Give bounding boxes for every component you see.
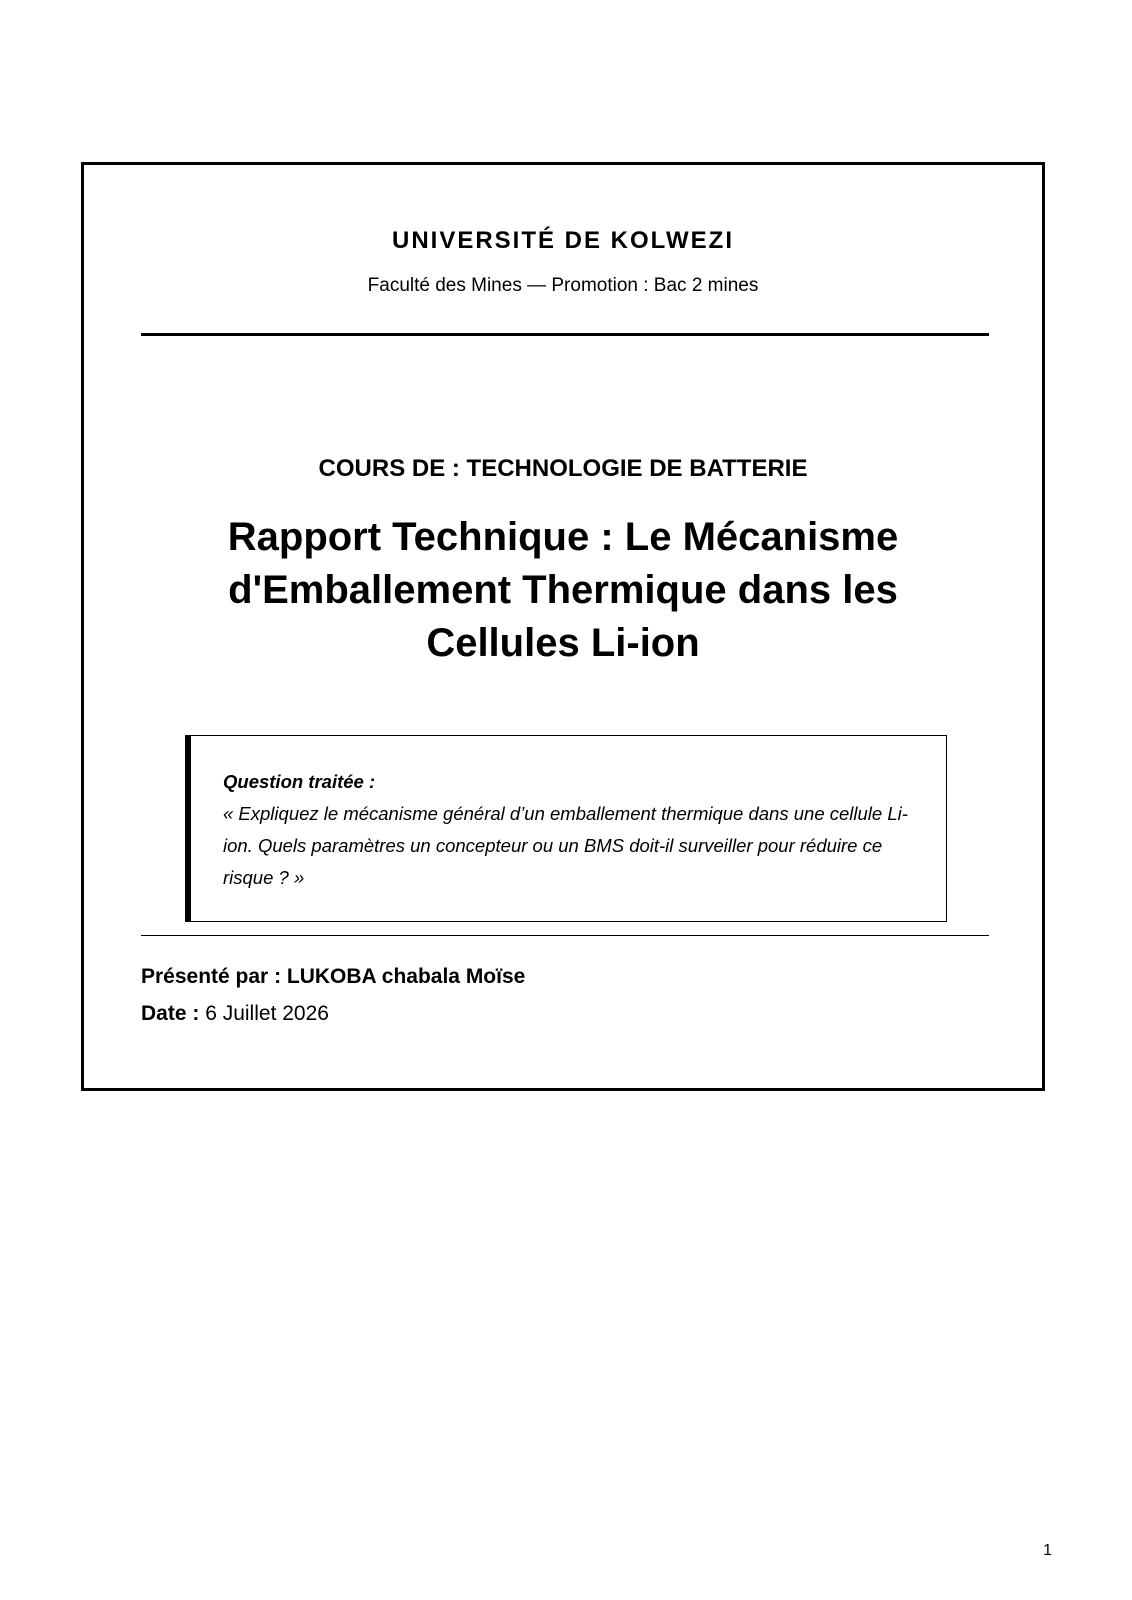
cover-frame <box>81 162 1045 1091</box>
question-box <box>185 735 947 922</box>
page-number: 1 <box>1043 1542 1052 1559</box>
report-title: Rapport Technique : Le Mécanisme d'Emballement Thermique dans les Cellules Li-ion <box>227 515 899 665</box>
question-text: « Expliquez le mécanisme général d’un emballement thermique dans une cellule Li-ion. Quels paramètres un concepteur ou un BMS doit-il surveiller pour réduire ce risque ? » <box>223 803 908 888</box>
date-value: 6 Juillet 2026 <box>205 1002 329 1025</box>
course-label: COURS DE : TECHNOLOGIE DE BATTERIE <box>318 455 808 482</box>
question-label: Question traitée : <box>223 771 376 792</box>
date-label: Date : <box>141 1002 200 1025</box>
presenter-line: Présenté par : LUKOBA chabala Moïse <box>141 965 526 988</box>
university-name: UNIVERSITÉ DE KOLWEZI <box>391 227 735 254</box>
header-divider <box>141 333 989 336</box>
date-line <box>141 1002 329 1026</box>
faculty-line: Faculté des Mines — Promotion : Bac 2 mines <box>367 275 759 296</box>
footer-divider <box>141 935 989 936</box>
